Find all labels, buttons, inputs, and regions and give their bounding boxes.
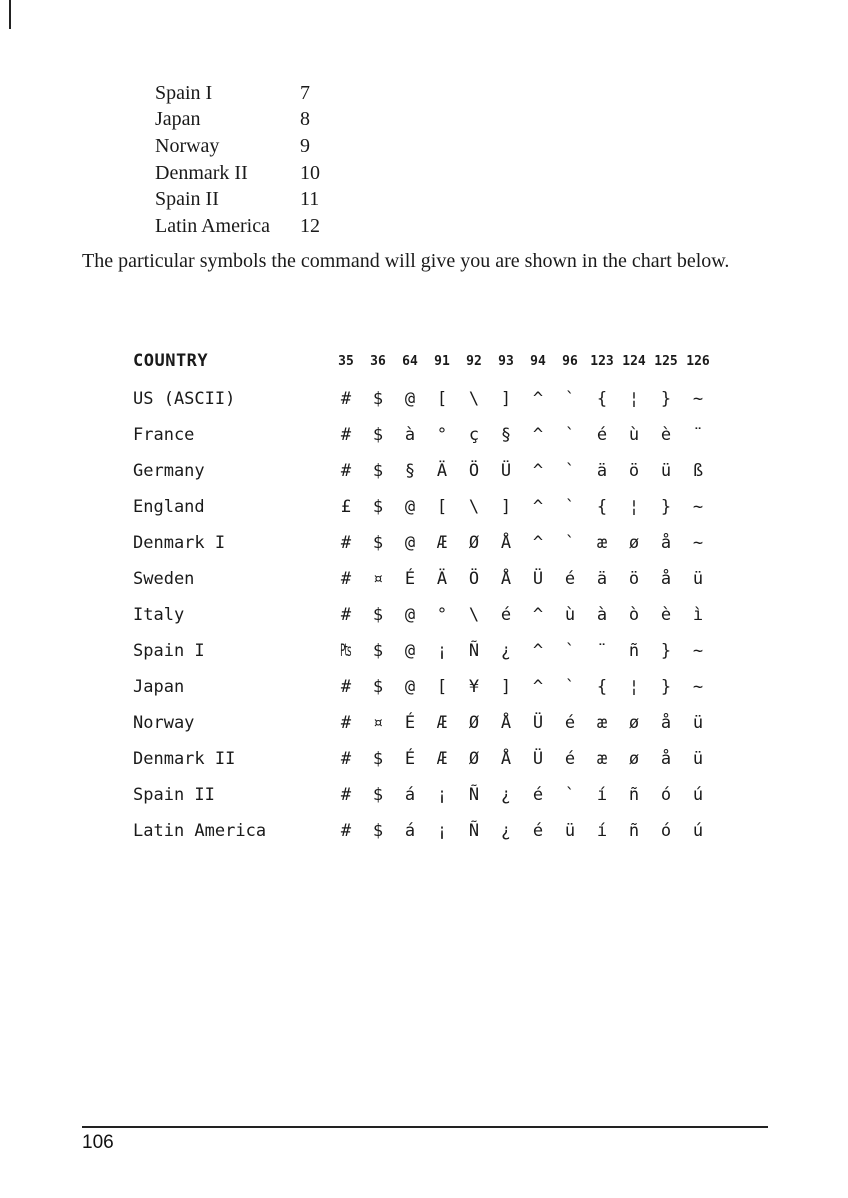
chart-symbol: @ (404, 677, 416, 697)
code-list-number: 12 (300, 214, 320, 237)
chart-symbol: @ (404, 641, 416, 661)
chart-symbol: Ø (468, 749, 480, 769)
code-list-country: Norway (155, 134, 220, 157)
chart-row (133, 741, 714, 777)
chart-symbol: # (340, 461, 352, 481)
chart-symbol: Æ (436, 713, 448, 733)
chart-symbol: è (660, 605, 672, 625)
code-list-item (155, 213, 320, 240)
chart-symbol: Ä (436, 569, 448, 589)
chart-country-name: Italy (133, 605, 185, 625)
chart-symbol: ö (628, 461, 640, 481)
chart-symbol: ` (564, 533, 576, 553)
chart-symbol: é (564, 713, 576, 733)
chart-symbol: ` (564, 785, 576, 805)
chart-symbol: Ø (468, 533, 480, 553)
chart-symbol: # (340, 533, 352, 553)
chart-symbol: $ (372, 533, 384, 553)
code-column-header: 94 (530, 353, 546, 369)
chart-symbol: [ (436, 677, 448, 697)
chart-country-name: Germany (133, 461, 205, 481)
chart-symbol: ^ (532, 677, 544, 697)
chart-symbol: ] (500, 497, 512, 517)
chart-symbol: ø (628, 533, 640, 553)
chart-symbol: ü (692, 749, 704, 769)
chart-symbol: Å (500, 713, 512, 733)
code-column-header: 93 (498, 353, 514, 369)
chart-symbol: $ (372, 785, 384, 805)
chart-symbol: ` (564, 425, 576, 445)
chart-symbol: ø (628, 749, 640, 769)
chart-symbol: ^ (532, 641, 544, 661)
chart-symbol: } (660, 389, 672, 409)
chart-symbol-cells (330, 461, 714, 481)
chart-symbol: å (660, 533, 672, 553)
chart-symbol: à (404, 425, 416, 445)
chart-row (133, 597, 714, 633)
chart-symbol: $ (372, 749, 384, 769)
chart-row (133, 561, 714, 597)
chart-symbol: Å (500, 749, 512, 769)
chart-symbol: $ (372, 821, 384, 841)
chart-symbol: $ (372, 605, 384, 625)
chart-symbol: í (596, 785, 608, 805)
chart-symbol: \ (468, 605, 480, 625)
chart-country-name: Denmark I (133, 533, 226, 553)
chart-symbol: æ (596, 749, 608, 769)
chart-symbol: ó (660, 821, 672, 841)
chart-symbol-cells (330, 605, 714, 625)
chart-symbol: @ (404, 605, 416, 625)
chart-symbol: á (404, 785, 416, 805)
chart-symbol-cells (330, 749, 714, 769)
chart-symbol: Æ (436, 533, 448, 553)
chart-row (133, 489, 714, 525)
chart-symbol: Ü (532, 713, 544, 733)
intro-paragraph: The particular symbols the command will give you are shown in the chart below. (82, 250, 730, 272)
chart-symbol-cells (330, 533, 714, 553)
chart-symbol: æ (596, 533, 608, 553)
code-column-header: 96 (562, 353, 578, 369)
chart-symbol: ₧ (340, 641, 352, 661)
chart-symbol: ] (500, 389, 512, 409)
chart-symbol: é (564, 749, 576, 769)
chart-symbol: Æ (436, 749, 448, 769)
chart-symbol: ¦ (628, 389, 640, 409)
chart-symbol: { (596, 497, 608, 517)
chart-symbol: ø (628, 713, 640, 733)
chart-symbol: ä (596, 569, 608, 589)
chart-row (133, 633, 714, 669)
chart-symbol: ú (692, 821, 704, 841)
chart-symbol: ~ (692, 389, 704, 409)
chart-symbol: ^ (532, 605, 544, 625)
chart-symbol: ` (564, 497, 576, 517)
chart-symbol: ¿ (500, 641, 512, 661)
chart-symbol: Ñ (468, 821, 480, 841)
code-list-item (155, 160, 320, 187)
chart-symbol: { (596, 389, 608, 409)
chart-country-name: Spain II (133, 785, 215, 805)
chart-symbol: @ (404, 533, 416, 553)
chart-row (133, 381, 714, 417)
chart-symbol: ç (468, 425, 480, 445)
chart-symbol: É (404, 713, 416, 733)
chart-symbol: ñ (628, 821, 640, 841)
chart-symbol: è (660, 425, 672, 445)
code-list-item (155, 186, 320, 213)
chart-row (133, 669, 714, 705)
code-list-number: 11 (300, 188, 320, 211)
chart-row (133, 813, 714, 849)
code-column-header: 123 (590, 353, 614, 369)
symbol-chart (133, 344, 714, 849)
code-column-header: 64 (402, 353, 418, 369)
code-list-country: Spain I (155, 81, 213, 104)
chart-symbol: ü (660, 461, 672, 481)
chart-symbol: \ (468, 497, 480, 517)
code-column-header: 124 (622, 353, 646, 369)
chart-symbol: # (340, 785, 352, 805)
chart-row (133, 417, 714, 453)
chart-symbol: } (660, 677, 672, 697)
code-list-country: Latin America (155, 214, 270, 237)
code-column-header: 125 (654, 353, 678, 369)
chart-symbol: $ (372, 497, 384, 517)
code-list-number: 9 (300, 134, 310, 157)
chart-symbol: $ (372, 641, 384, 661)
chart-symbol: ° (436, 425, 448, 445)
code-column-header: 126 (686, 353, 710, 369)
chart-symbol: ñ (628, 785, 640, 805)
chart-symbol: é (532, 785, 544, 805)
chart-row (133, 705, 714, 741)
chart-symbol: ¡ (436, 641, 448, 661)
chart-country-name: Latin America (133, 821, 267, 841)
chart-symbol: ~ (692, 641, 704, 661)
chart-country-name: England (133, 497, 205, 517)
chart-symbol: [ (436, 389, 448, 409)
chart-symbol: ú (692, 785, 704, 805)
chart-body (133, 381, 714, 849)
chart-symbol: ] (500, 677, 512, 697)
chart-symbol: $ (372, 677, 384, 697)
chart-symbol: ¡ (436, 821, 448, 841)
chart-symbol: ¨ (692, 425, 704, 445)
chart-symbol: ¿ (500, 785, 512, 805)
chart-symbol: $ (372, 389, 384, 409)
chart-symbol: # (340, 713, 352, 733)
chart-symbol: É (404, 749, 416, 769)
chart-symbol: á (404, 821, 416, 841)
chart-symbol: § (500, 425, 512, 445)
chart-symbol: ¦ (628, 677, 640, 697)
code-list-country: Denmark II (155, 161, 248, 184)
chart-symbol: ¿ (500, 821, 512, 841)
chart-symbol: \ (468, 389, 480, 409)
scan-artifact-line (9, 0, 11, 29)
chart-symbol: ~ (692, 497, 704, 517)
chart-symbol: ö (628, 569, 640, 589)
chart-symbol: ß (692, 461, 704, 481)
chart-symbol-cells (330, 713, 714, 733)
code-column-header: 92 (466, 353, 482, 369)
chart-symbol: ¥ (468, 677, 480, 697)
code-list-number: 8 (300, 108, 310, 131)
chart-country-name: US (ASCII) (133, 389, 236, 409)
chart-symbol: } (660, 497, 672, 517)
chart-symbol: ò (628, 605, 640, 625)
chart-country-name: Japan (133, 677, 185, 697)
chart-symbol: é (500, 605, 512, 625)
chart-symbol: $ (372, 461, 384, 481)
chart-row (133, 453, 714, 489)
chart-symbol: ` (564, 677, 576, 697)
chart-symbol: é (596, 425, 608, 445)
chart-symbol: ¤ (372, 713, 384, 733)
chart-symbol: ü (692, 713, 704, 733)
chart-symbol: # (340, 821, 352, 841)
chart-symbol-cells (330, 641, 714, 661)
chart-symbol-cells (330, 425, 714, 445)
chart-symbol: # (340, 389, 352, 409)
chart-symbol: Å (500, 533, 512, 553)
chart-symbol: # (340, 569, 352, 589)
chart-symbol: é (564, 569, 576, 589)
chart-symbol: æ (596, 713, 608, 733)
country-code-list (155, 80, 320, 240)
chart-symbol: ~ (692, 677, 704, 697)
chart-symbol: å (660, 569, 672, 589)
chart-symbol: ù (564, 605, 576, 625)
chart-symbol: [ (436, 497, 448, 517)
chart-symbol: } (660, 641, 672, 661)
chart-symbol: ^ (532, 425, 544, 445)
chart-symbol: ù (628, 425, 640, 445)
chart-symbol: Å (500, 569, 512, 589)
chart-symbol-cells (330, 389, 714, 409)
chart-symbol: å (660, 713, 672, 733)
chart-country-name: Sweden (133, 569, 195, 589)
chart-symbol: ü (564, 821, 576, 841)
chart-symbol: Ü (500, 461, 512, 481)
chart-symbol: Ö (468, 569, 480, 589)
chart-symbol: ì (692, 605, 704, 625)
chart-symbol: Ñ (468, 641, 480, 661)
chart-symbol: £ (340, 497, 352, 517)
chart-country-name: Spain I (133, 641, 205, 661)
chart-symbol: ` (564, 461, 576, 481)
chart-symbol: ^ (532, 389, 544, 409)
chart-symbol: Ö (468, 461, 480, 481)
chart-symbol-cells (330, 677, 714, 697)
chart-symbol: # (340, 677, 352, 697)
chart-symbol: É (404, 569, 416, 589)
chart-row (133, 777, 714, 813)
country-column-header: COUNTRY (133, 351, 209, 371)
code-list-item (155, 80, 320, 107)
chart-symbol: # (340, 425, 352, 445)
footer-rule (82, 1126, 768, 1128)
chart-symbol: ¤ (372, 569, 384, 589)
chart-symbol: ¦ (628, 497, 640, 517)
chart-symbol: ^ (532, 497, 544, 517)
chart-row (133, 525, 714, 561)
chart-symbol: ° (436, 605, 448, 625)
code-list-item (155, 107, 320, 134)
page-number: 106 (82, 1132, 114, 1153)
chart-country-name: Denmark II (133, 749, 236, 769)
chart-symbol: ` (564, 389, 576, 409)
chart-country-name: France (133, 425, 195, 445)
chart-country-name: Norway (133, 713, 195, 733)
chart-symbol-cells (330, 569, 714, 589)
chart-symbol: é (532, 821, 544, 841)
chart-symbol-cells (330, 785, 714, 805)
chart-symbol-cells (330, 821, 714, 841)
chart-symbol: í (596, 821, 608, 841)
chart-symbol: ä (596, 461, 608, 481)
chart-symbol: Ü (532, 569, 544, 589)
chart-symbol: Ñ (468, 785, 480, 805)
chart-symbol: ` (564, 641, 576, 661)
chart-symbol-cells (330, 497, 714, 517)
chart-symbol: å (660, 749, 672, 769)
chart-symbol: ü (692, 569, 704, 589)
chart-symbol: # (340, 605, 352, 625)
code-list-item (155, 133, 320, 160)
code-list-number: 10 (300, 161, 320, 184)
chart-symbol: @ (404, 497, 416, 517)
chart-symbol: ¨ (596, 641, 608, 661)
chart-symbol: ó (660, 785, 672, 805)
chart-symbol: { (596, 677, 608, 697)
code-column-header: 35 (338, 353, 354, 369)
code-column-headers (330, 354, 714, 369)
code-list-country: Spain II (155, 188, 219, 211)
code-list-number: 7 (300, 81, 310, 104)
chart-symbol: Ä (436, 461, 448, 481)
chart-symbol: ñ (628, 641, 640, 661)
chart-symbol: $ (372, 425, 384, 445)
chart-symbol: ~ (692, 533, 704, 553)
code-list-country: Japan (155, 108, 201, 131)
chart-symbol: à (596, 605, 608, 625)
chart-symbol: ^ (532, 533, 544, 553)
code-column-header: 36 (370, 353, 386, 369)
chart-symbol: Ø (468, 713, 480, 733)
chart-symbol: @ (404, 389, 416, 409)
chart-header-row (133, 344, 714, 378)
chart-symbol: § (404, 461, 416, 481)
chart-symbol: ¡ (436, 785, 448, 805)
chart-symbol: Ü (532, 749, 544, 769)
chart-symbol: # (340, 749, 352, 769)
chart-symbol: ^ (532, 461, 544, 481)
code-column-header: 91 (434, 353, 450, 369)
